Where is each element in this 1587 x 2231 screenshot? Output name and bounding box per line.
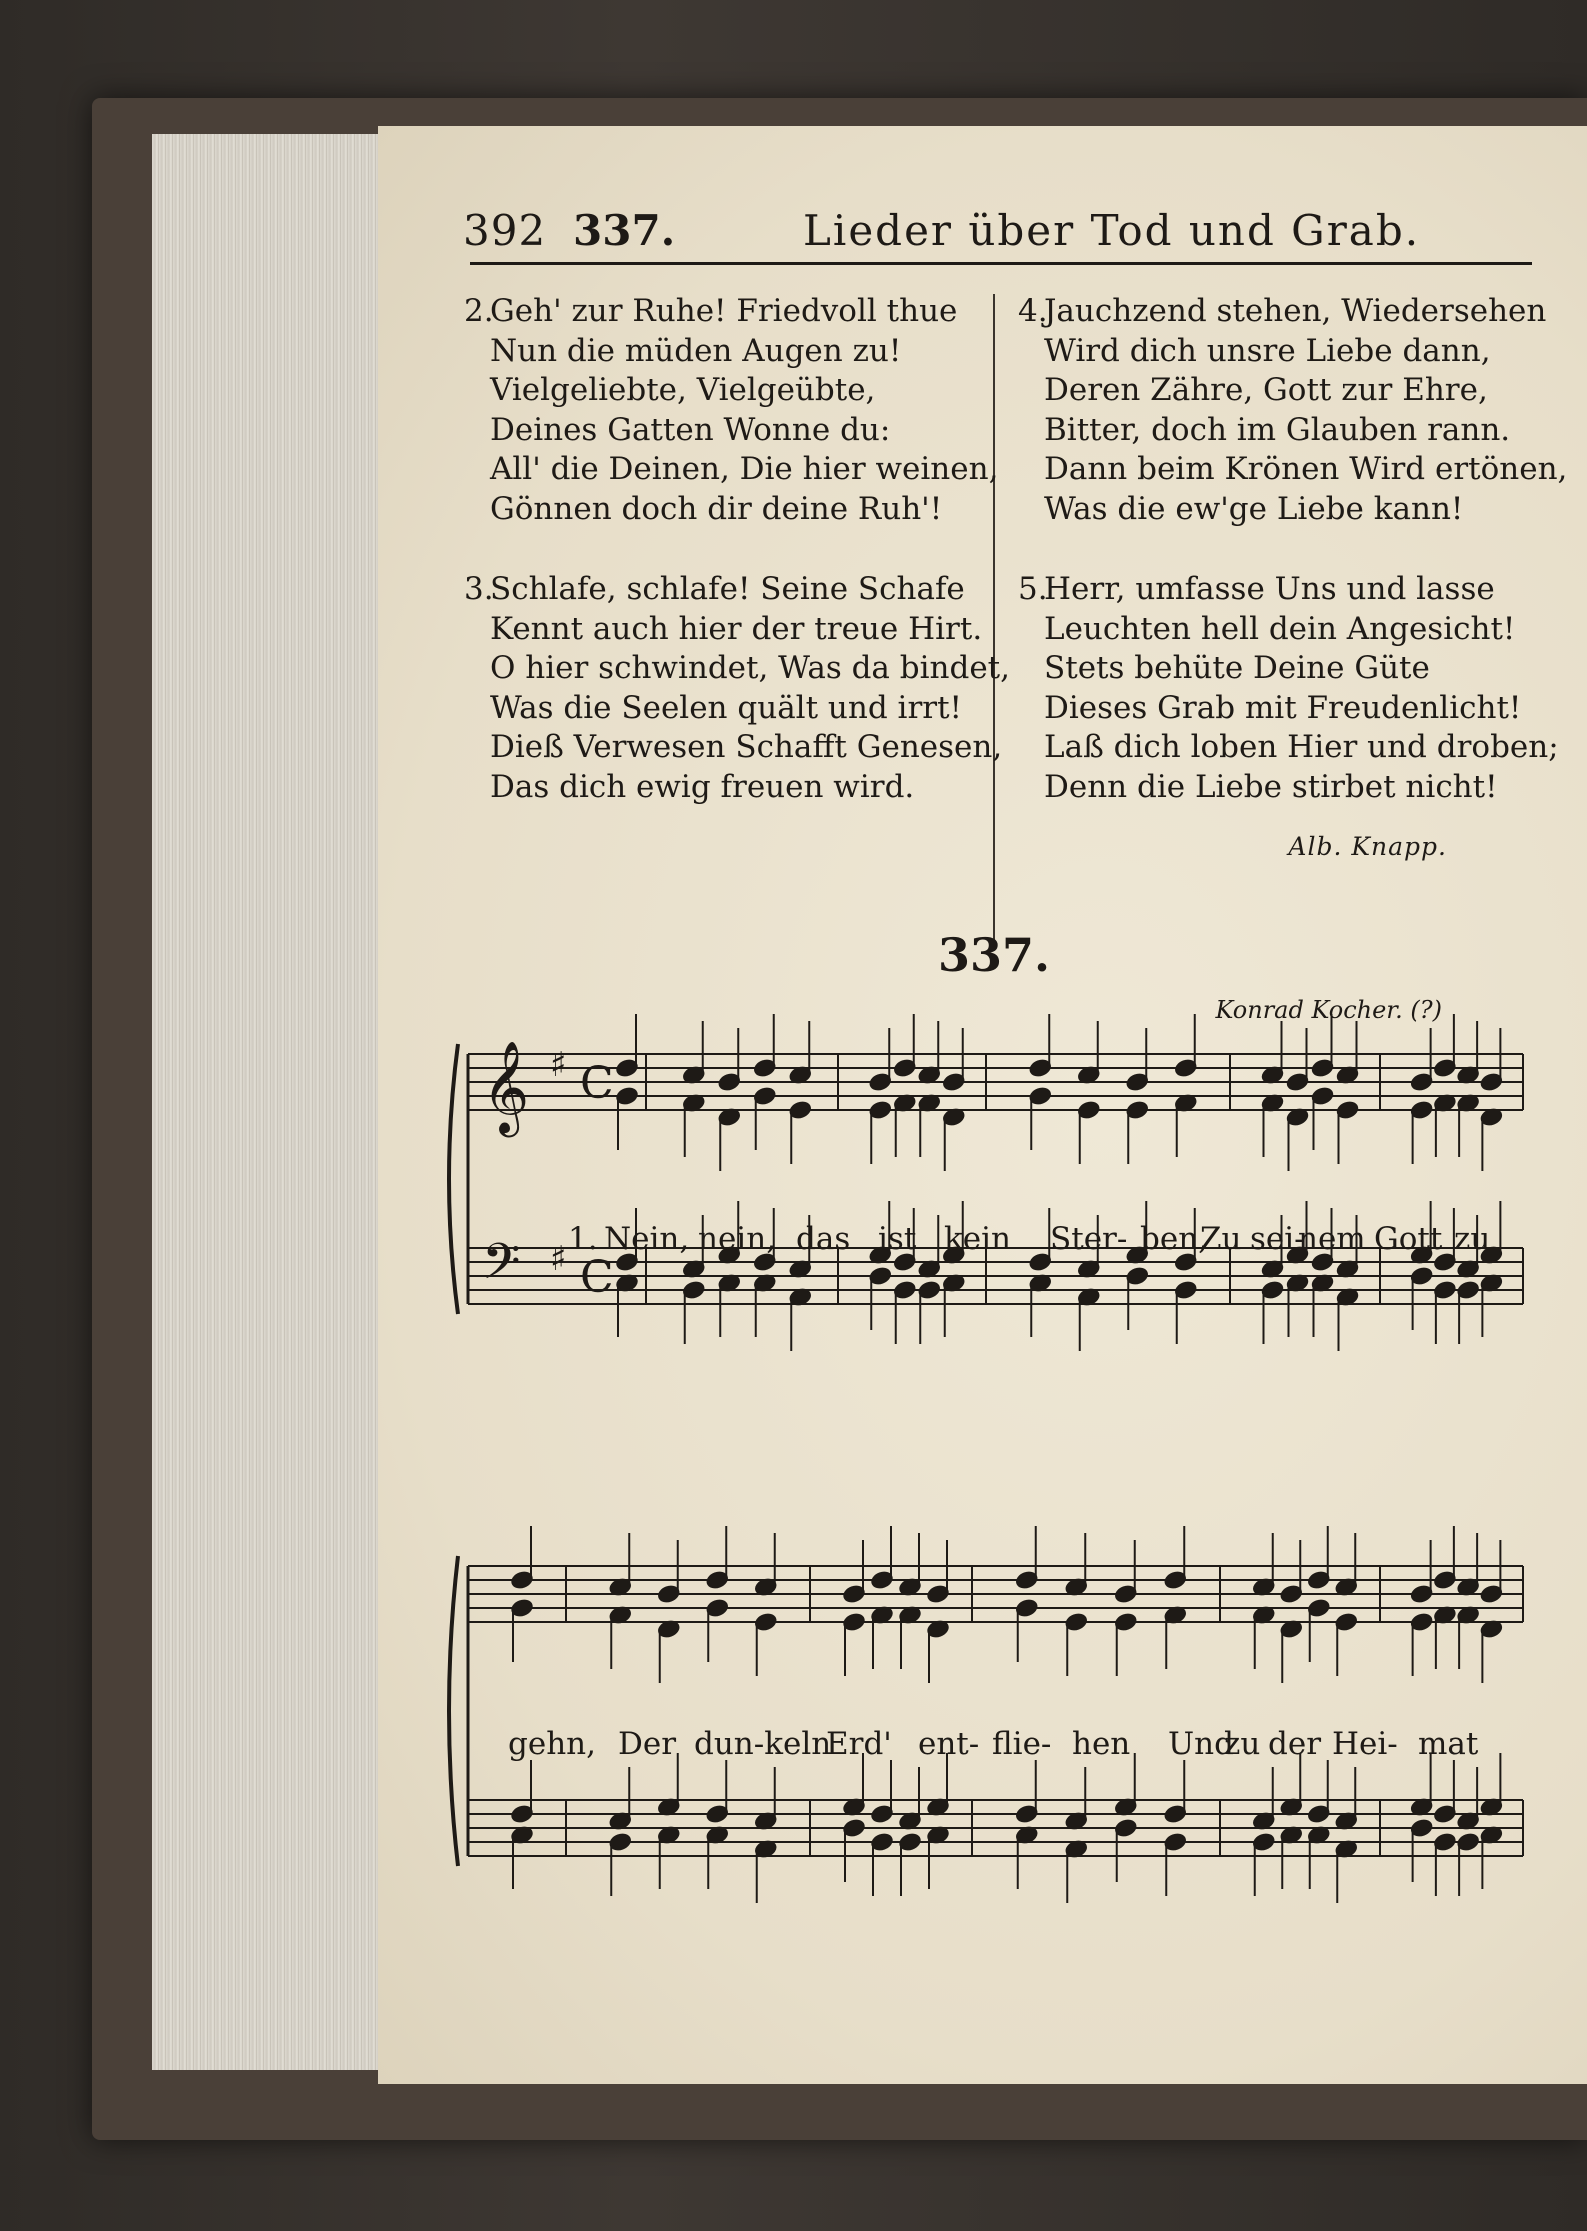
stanza-line: Was die ew'ge Liebe kann!: [1044, 490, 1464, 527]
lyric-syllable: Ster-: [1050, 1221, 1128, 1257]
lyric-syllable: zu: [1454, 1221, 1491, 1257]
text-author: Alb. Knapp.: [1288, 832, 1447, 861]
stanza-line: Dieses Grab mit Freudenlicht!: [1044, 689, 1522, 726]
stanza-line: Vielgeliebte, Vielgeübte,: [490, 372, 876, 408]
stanza-line: Deren Zähre, Gott zur Ehre,: [1044, 372, 1488, 408]
stanza-line: Stets behüte Deine Güte: [1044, 650, 1430, 686]
hymn-number: 337.: [938, 928, 1051, 982]
lyric-syllable: kein: [944, 1221, 1012, 1257]
stanza-line: Gönnen doch dir deine Ruh'!: [490, 490, 943, 527]
music-score: [378, 126, 1587, 2084]
page-edges: [152, 134, 381, 2070]
system-brace: [449, 1556, 458, 1866]
lyric-syllable: flie-: [992, 1726, 1052, 1762]
stanza-line: Geh' zur Ruhe! Friedvoll thue: [490, 293, 958, 329]
lyric-syllable: Gott: [1374, 1221, 1443, 1257]
stanza-line: Dann beim Krönen Wird ertönen,: [1044, 451, 1568, 487]
sharp-sign: ♯: [550, 1045, 567, 1085]
stanza-number: 5.: [1018, 571, 1048, 607]
lyric-syllable: nem: [1298, 1221, 1366, 1257]
stanza-line: Was die Seelen quält und irrt!: [490, 689, 962, 726]
lyric-syllable: der: [1268, 1726, 1322, 1762]
page-number: 392: [463, 206, 547, 255]
lyric-syllable: Zu: [1200, 1221, 1242, 1257]
lyric-syllable: Nein,: [604, 1221, 690, 1257]
stanza-line: Schlafe, schlafe! Seine Schafe: [490, 571, 965, 607]
stanza-number: 2.: [464, 293, 494, 329]
lyric-syllable: gehn,: [508, 1726, 596, 1762]
common-time: C: [580, 1058, 614, 1109]
lyric-syllable: hen: [1072, 1726, 1131, 1762]
lyric-syllable: Und: [1168, 1726, 1234, 1762]
lyric-syllable: Der: [618, 1726, 677, 1762]
stanza-line: O hier schwindet, Was da bindet,: [490, 650, 1010, 686]
stanza-line: Herr, umfasse Uns und lasse: [1044, 571, 1495, 607]
lyric-syllable: 1.: [568, 1221, 598, 1257]
composer: Konrad Kocher. (?): [1215, 996, 1442, 1024]
stanza-line: Bitter, doch im Glauben rann.: [1044, 411, 1511, 448]
stanza-line: Denn die Liebe stirbet nicht!: [1044, 768, 1498, 805]
lyric-syllable: dun-keln: [694, 1726, 832, 1762]
lyric-syllable: ist: [878, 1221, 917, 1257]
stanza-line: Dieß Verwesen Schafft Genesen,: [490, 729, 1003, 765]
stanza-line: Jauchzend stehen, Wiedersehen: [1044, 293, 1547, 329]
lyric-syllable: Hei-: [1332, 1726, 1398, 1762]
lyric-syllable: das: [796, 1221, 851, 1257]
stanza-line: All' die Deinen, Die hier weinen,: [490, 451, 999, 487]
stanza-line: Das dich ewig freuen wird.: [490, 768, 915, 805]
stanza-number: 3.: [464, 571, 494, 607]
header-hymn-number: 337.: [573, 206, 676, 255]
lyric-syllable: nein,: [698, 1221, 777, 1257]
stanza-line: Nun die müden Augen zu!: [490, 332, 902, 369]
section-title: Lieder über Tod und Grab.: [803, 206, 1421, 255]
stanza-line: Leuchten hell dein Angesicht!: [1044, 610, 1516, 647]
lyric-syllable: sei-: [1250, 1221, 1305, 1257]
sharp-sign: ♯: [550, 1239, 567, 1279]
stanza-line: Laß dich loben Hier und droben;: [1044, 729, 1559, 765]
bass-clef: 𝄢: [482, 1233, 521, 1303]
stanza-line: Deines Gatten Wonne du:: [490, 411, 891, 448]
lyric-syllable: mat: [1418, 1726, 1479, 1762]
book-page: [378, 126, 1587, 2084]
lyric-syllable: zu: [1224, 1726, 1261, 1762]
common-time: C: [580, 1252, 614, 1303]
system-brace: [449, 1044, 458, 1314]
lyric-syllable: ent-: [918, 1726, 980, 1762]
stanza-number: 4.: [1018, 293, 1048, 329]
lyric-syllable: Erd': [826, 1726, 892, 1762]
stanza-line: Kennt auch hier der treue Hirt.: [490, 610, 983, 647]
stanza-line: Wird dich unsre Liebe dann,: [1044, 332, 1491, 369]
lyric-syllable: ben,: [1140, 1221, 1209, 1257]
treble-clef: 𝄞: [482, 1040, 530, 1133]
